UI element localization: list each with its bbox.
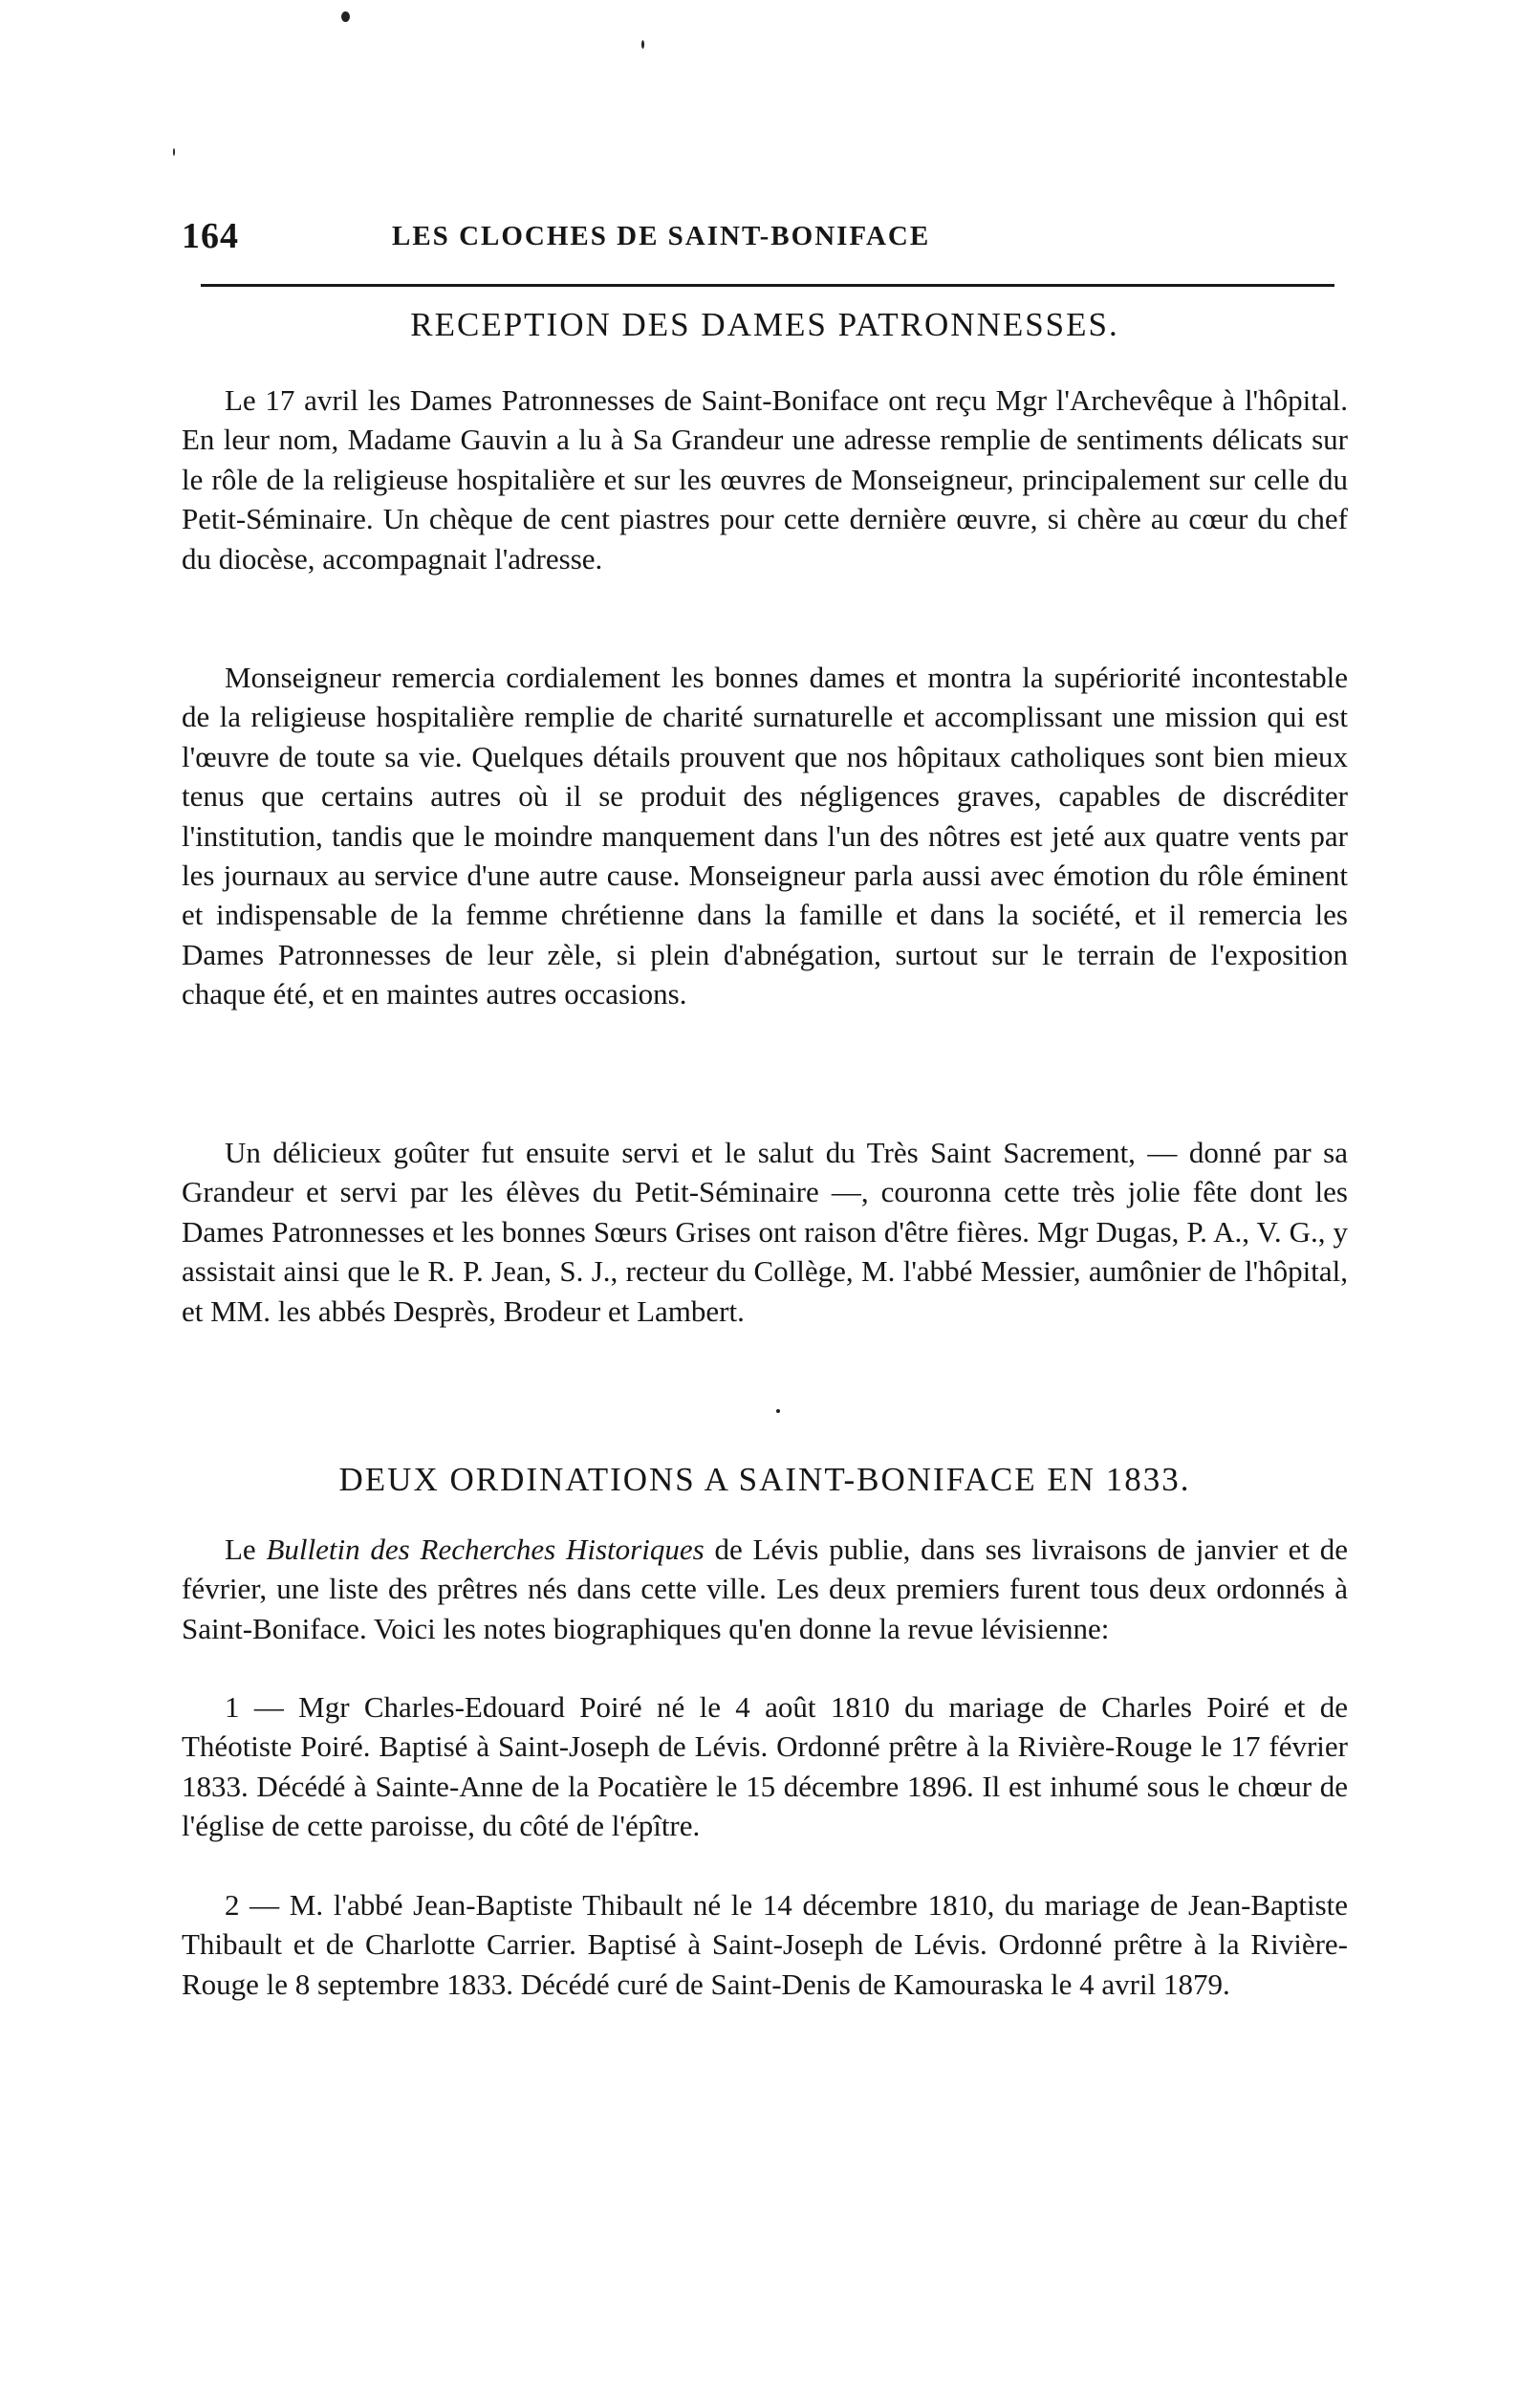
page-number: 164 <box>182 216 239 256</box>
bulletin-title: Bulletin des Recherches Historiques <box>266 1532 705 1566</box>
list-item-thibault: 2 — M. l'abbé Jean-Baptiste Thibault né le 14 décembre 1810, du mariage de Jean-Baptiste Thibault et de Charlotte Carrier. Baptisé à Saint-Joseph de Lévis. Ordonné prêtre à la Rivière-Rouge le 8 septembre 1833. Décédé curé de Saint-Denis de Kamouraska le 4 avril 1879. <box>182 1888 1348 2001</box>
header-rule <box>201 284 1334 287</box>
paragraph-gouter: Un délicieux goûter fut ensuite servi et le salut du Très Saint Sacrement, — donné par sa Grandeur et servi par les élèves du Petit-Séminaire —, couronna cette très jolie fête dont les Dames Patronnesses et les bonnes Sœurs Grises ont raison d'être fières. Mgr Dugas, P. A., V. G., y assistait ainsi que le R. P. Jean, S. J., recteur du Collège, M. l'abbé Messier, aumônier de l'hôpital, et MM. les abbés Desprès, Brodeur et Lambert. <box>182 1136 1348 1328</box>
intro-text-end: de Lévis publie, dans ses livraisons de janvier et de février, une liste des prêtres nés dans cette ville. Les deux premiers furent tous deux ordonnés à Saint-Boniface. Voici les notes biographiques qu'en donne la revue lévisienne: <box>182 1532 1349 1645</box>
list-item-poire: 1 — Mgr Charles-Edouard Poiré né le 4 août 1810 du mariage de Charles Poiré et de Théotiste Poiré. Baptisé à Saint-Joseph de Lévis. Ordonné prêtre à la Rivière-Rouge le 17 février 1833. Décédé à Sainte-Anne de la Pocatière le 15 décembre 1896. Il est inhumé sous le chœur de l'église de cette paroisse, du côté de l'épître. <box>182 1690 1348 1843</box>
intro-text-start: Le <box>225 1532 267 1566</box>
print-speck <box>173 148 175 156</box>
section-heading-reception: RECEPTION DES DAMES PATRONNESSES. <box>410 306 1119 343</box>
section-heading-ordinations: DEUX ORDINATIONS A SAINT-BONIFACE EN 1833. <box>338 1461 1191 1498</box>
paragraph-reception: Le 17 avril les Dames Patronnesses de Saint-Boniface ont reçu Mgr l'Archevêque à l'hôpital. En leur nom, Madame Gauvin a lu à Sa Grandeur une adresse remplie de sentiments délicats sur le rôle de la religieuse hospitalière et sur les œuvres de Monseigneur, principalement sur celle du Petit-Séminaire. Un chèque de cent piastres pour cette dernière œuvre, si chère au cœur du chef du diocèse, accompagnait l'adresse. <box>182 383 1348 576</box>
running-head <box>182 215 1348 265</box>
print-speck <box>776 1409 780 1413</box>
header-rule-end <box>1285 284 1333 287</box>
print-speck <box>341 11 350 22</box>
paragraph-bulletin <box>182 1530 1348 1648</box>
running-title: LES CLOCHES DE SAINT-BONIFACE <box>392 221 931 251</box>
paragraph-monseigneur: Monseigneur remercia cordialement les bonnes dames et montra la supériorité incontestable de la religieuse hospitalière remplie de charité surnaturelle et accomplissant une mission qui est l'œuvre de toute sa vie. Quelques détails prouvent que nos hôpitaux catholiques sont bien mieux tenus que certains autres où il se produit des négligences graves, capables de discréditer l'institution, tandis que le moindre manquement dans l'un des nôtres est jeté aux quatre vents par les journaux au service d'une autre cause. Monseigneur parla aussi avec émotion du rôle éminent et indispensable de la femme chrétienne dans la famille et dans la société, et il remercia les Dames Patronnesses de leur zèle, si plein d'abnégation, surtout sur le terrain de l'exposition chaque été, et en maintes autres occasions. <box>182 661 1348 1011</box>
print-speck <box>641 40 644 49</box>
